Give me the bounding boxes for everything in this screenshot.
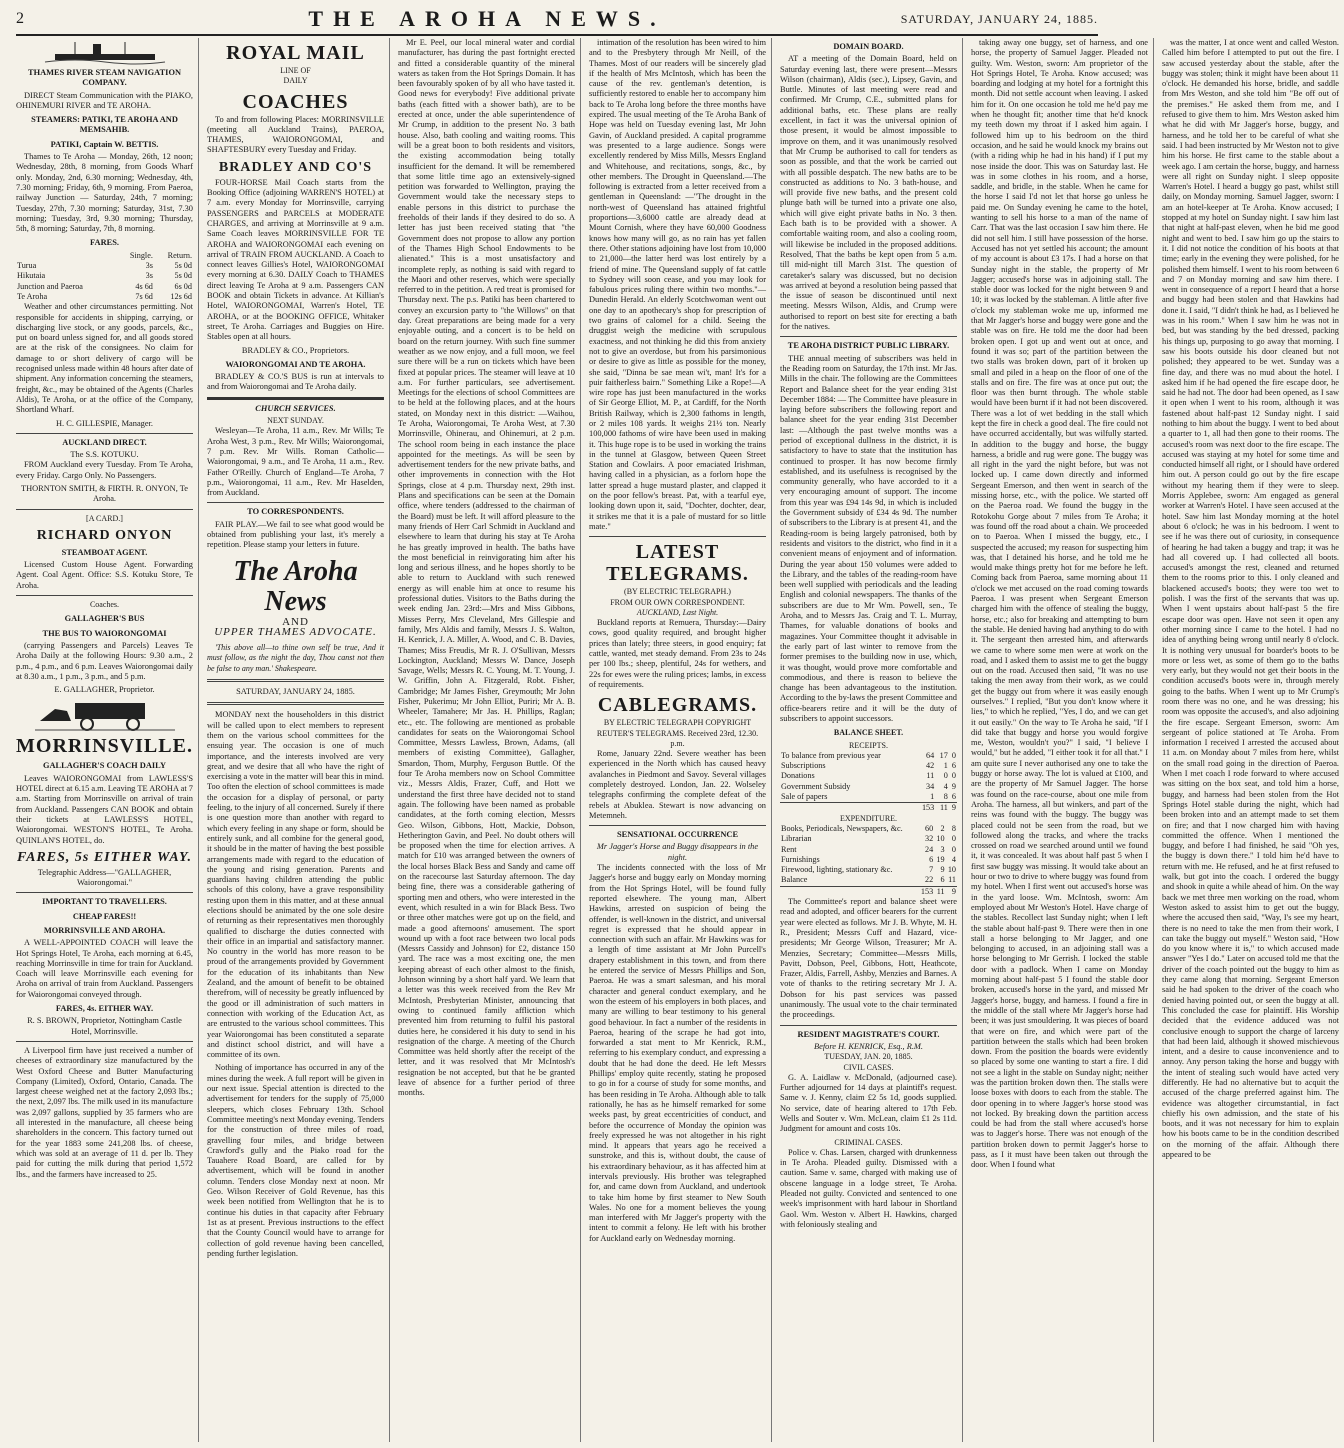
expenditure-label: EXPENDITURE. [839, 813, 898, 823]
sensational-subtitle: Mr Jagger's Horse and Buggy disappears in the night. [596, 842, 759, 862]
total-row: 153 11 9 [780, 886, 957, 897]
column-6 [971, 38, 1154, 1442]
table-row: Subscriptions 42 1 6 [781, 761, 956, 771]
column-7 [1162, 38, 1344, 1442]
travellers-title: IMPORTANT TO TRAVELLERS. [42, 897, 167, 907]
brown-signature: R. S. BROWN, Proprietor, Nottingham Castle Hotel, Morrinsville. [27, 1016, 182, 1036]
civil-body: G. A. Laidlaw v. McDonald, (adjourned case). Further adjourned for 14 days at plaintiff's request. Same v. J. Kenny, claim £2 5s 1d, goods supplied. No service, date of hearing altered to 17th Feb. Wells and Souter v. Wm. McLean, claim £1 2s 11d. Judgment for amount and costs 10s. [780, 1072, 957, 1134]
auckland-body: FROM Auckland every Tuesday. From Te Aroha, every Friday. Cargo Only. No Passengers. [16, 460, 193, 480]
coach-title: GALLAGHER'S COACH DAILY [42, 761, 166, 771]
coach-body: Leaves WAIORONGOMAI from LAWLESS'S HOTEL direct at 6.15 a.m. Leaving TE AROHA at 7 a.m. Starting from Morrinsville on arrival of train from Auckland. Passengers CAN BOOK and obtain their tickets at LAWLESS'S HOTEL, Waiorongomai. WESTON'S HOTEL, Te Aroha. QUINLAN'S HOTEL, do. [16, 773, 193, 845]
correspondents-title: TO CORRESPONDENTS. [247, 507, 344, 517]
table-row: Firewood, lighting, stationary &c. 7 9 10 [781, 865, 956, 875]
gallagher-body: (carrying Passengers and Parcels) Leaves Te Aroha Daily at the following Hours: 9.30 a.m., 2 p.m., 4 p.m., and 6 p.m. Leaves Waiorongomai daily at 8.30 a.m., 1 p.m., 3 p.m., and 5 p.m. [16, 640, 193, 681]
table-row: Furnishings 6 19 4 [781, 854, 956, 864]
coaches-title: COACHES [242, 90, 349, 113]
civil-cases: CIVIL CASES. [843, 1062, 894, 1072]
motto: 'This above all—to thine own self be true, And it must follow, as the night the day, Thou canst not then be false to any man.' Shakespeare. [207, 643, 384, 673]
local-news: Nothing of importance has occurred in any of the mines during the week. A full report will be given in our next issue. Special attention is directed to the advertisement for tenders for the supply of 75,000 sleepers, which closes February 13th. School Committee meeting's next Monday evening. Tenders for the construction of three miles of road, gravelling four miles, and bridge between Crawford's gully and the Piako road for the Tauahere Road Board, are called for by advertisement, which will be found in another column. Tenders close Monday next at noon. Mr Geo. Wilson Receiver of Gold Revenue, has this week been notified from Wellington that he is to continue his duties in that capacity after February 1st as at present. Previous instructions to the effect that the County Council would have to arrange for collection of gold revenue having been cancelled, pending further legislation. [207, 1063, 384, 1258]
fare-row: Hikutaia 3s 5s 0d [17, 271, 192, 281]
rm-before: Before H. KENRICK, Esq., R.M. [813, 1041, 924, 1051]
onyon-body: Licensed Custom House Agent. Forwarding Agent. Coal Agent. Office: S.S. Kotuku Store, Te Aroha. [16, 560, 193, 590]
rm-court-title: RESIDENT MAGISTRATE'S COURT. [797, 1029, 940, 1039]
notice-title: THAMES RIVER STEAM NAVIGATION COMPANY. [27, 68, 182, 88]
auckland-ship: The S.S. KOTUKU. [70, 450, 139, 460]
court-report-final: was the matter, I at once went and called Weston. Called him before I attempted to put out the fire. I saw accused yesterday about the stable, after the buggy was stolen; think it might have been about 11 o'clock. He demanded his horse, bridle, and saddle from Mrs Weston, and she told him "Be off out of the premises." He asked them from me, and I refused to give them to him. Mrs Weston asked him what he did with Mr Jagger's horse, buggy, and harness, and he told her to be careful of what she said. I had been instructed by Mr Weston not to give him his horse. He first came to the stable about a week ago. I am certain the horse, buggy, and harness were all right on Sunday night. I sleep opposite Warren's Hotel. I heard a buggy go past, whilst still daily, on Monday morning. Samuel Jagger, sworn: I am an hotel-keeper at Te Aroha. Know accused; I stopped at my hotel on Sunday night. I saw him last that night at half-past eleven, when he bid me good night and went to bed. I saw him go up the stairs to it. I did not notice the condition of his boots at that time; early in the evening they were polished, for he polished them himself. I went to his room between 6 and 7 on Monday morning and saw him there. I went in consequence of a report I heard that a horse and buggy had been stolen and that Hawkins had done it. I said, "I didn't think he had, as I believed he was in his room." When I saw him he was not in bed, but was standing by the bed dressed, packing his things up, purposing to go away that morning. I saw his boots outside his door cleaned but not polished; they appeared to be wet. Sunday was a fine day, and there was no mud about the hotel. I asked him if he had opened the fire escape door, he said he had not. The door had been opened, as I saw it open when I went to his room, although it was fastened about half-past 12 Sunday night. I said nothing to him about the buggy. I went to bed about a quarter to 1, all had then gone to their rooms. The accused's room was next door to the fire escape. The accused was staying at my hotel for some time and conducted himself all right, or I should have ordered him out. A person could go out by the fire escape without my hearing them if they were to sleep. Morris Applebee, sworn: Am engaged as general worker at Warren's Hotel. I have seen accused at the hotel. Saw him last Monday morning at the hotel about 6 o'clock; he was in his bedroom. I went to see if he was there out of curiosity, in consequence of hearing he had taken a buggy and trap; it was he had all covered up. I had collected all boots. accused's amongst the rest, cleaned and returned them to the rooms prior to this. I only cleaned and blackened accused's boots; they were too wet to polish. I was the first of the servants that was up. When I went upstairs about half-past 5 the fire escape door was open. Have not seen it open any other morning since I came to the hotel. I had no idea of anything being wrong until nearly 8 o'clock. It is nothing very unusual for boarder's boots to be more or less wet, as some of them go to the baths very early, but they would not get their boots in the condition accused's boots were in, through merely going to the baths. When I went up to Mr Crump's room there was no one, and he was dressing; his room was opposite the accused's, and also adjoining the fire escape. Sergeant Emerson, sworn: Am sergeant of police stationed at Te Aroha. From information I received I arrested the accused about 11 a.m. on Monday about 7 miles from here, whilst on the small road going in the direction of Paeroa. When I met coach I rode forward to where accused was sitting on the box seat, and told him a horse, buggy, and harness had been stolen from the Hot Springs Hotel stable during the night, which had been broken into and an attempt made to set them on fire; and that I now charged him with having committed the offence. When I mentioned the buggy, and before I had finished, he said "Oh yes, the buggy is down there." I told him he'd have to return with me. He refused, and he at first refused to walk, but got into the coach. I ordered the buggy and shook in quite a while ahead of him. On the way back we met three men working on the road, whom Weston asked to assist him to get out the buggy, where the accused then said, "Way, I's see my heart, there is no need to take the men from their work, I can take the buggy out myself." Weston said, "How do you know where it is," to which accused made answer "Yes I do." Later on accused told me that the driver of the coach pointed out the buggy to him as they came along that morning. Sergeant Emerson said he had spoken to the driver of the coach who denied having pointed out, or seen the buggy at all. This concluded the case for plaintiff. His Worship decided that the evidence adduced was not conclusive enough to support the charge of larceny that had been laid, although it showed mischievous intent, and a desire to cause inconvenience and to annoy. Any person taking the horse and buggy with the intent of stealing such would have acted very differently. He had no alternative but to acquit the accused of the charge preferred against him. The evidence was altogether circumstantial, in fact chiefly his own admission, and the state of his boots, and it was not necessary for him to explain how his boots came to be in the condition described on the morning of the affair. Although there appeared to be [1162, 38, 1339, 1160]
issue-date: SATURDAY, JANUARY 24, 1885. [900, 11, 1098, 26]
coach-icon [35, 697, 175, 731]
steamers: STEAMERS: PATIKI, TE AROHA AND MEMSAHIB. [31, 115, 178, 135]
expenditure-table [780, 824, 957, 897]
page-header [16, 4, 1098, 36]
morrinsville-title: MORRINSVILLE. [16, 735, 193, 758]
notice-body: DIRECT Steam Communication with the PIAKO, OHINEMURI RIVER and TE AROHA. [16, 90, 193, 110]
gallagher-subtitle: THE BUS TO WAIORONGOMAI [42, 628, 167, 638]
domain-board-body: AT a meeting of the Domain Board, held on Saturday evening last, there were present—Messrs Wilson (chairman), Aldis (sec.), Lipsey, Gavin, and Buttle. Minutes of last meeting were read and confirmed. Mr Crump, C.E., submitted plans for additional baths, etc. These plans are really excellent, in fact it was the universal opinion of those present, it would be almost impossible to improve on them, and it was unanimously resolved that Mr Crump be authorised to call for tenders as soon as possible, and that the work be carried out with all possible despatch. The new baths are to be constructed as additions to No. 3 bath-house, and will provide five new baths, and the present cold plunge bath will be turned into a private one also, which will give eight private baths in No. 3 then. Each bath is to be provided with a shower. A comfortable waiting room, and also a cooling room, will likewise be included in the proposed additions. Resolved, That the baths be kept open from 5 a.m. till mid-night till March 31st. The question of caretaker's salary was discussed, but no decision was arrived at beyond a resolution being passed that the issue of season be discontinued until next meeting. Messrs Wilson, Aldis, and Crump were authorised to report on best site for erecting a bath for the natives. [780, 54, 957, 332]
correspondents-body: FAIR PLAY.—We fail to see what good would be obtained from publishing your last, it's merely a repetition. Please stamp your letters in future. [207, 519, 384, 550]
sensational-body: The incidents connected with the loss of Mr Jagger's horse and buggy early on Monday morning from the Hot Springs Hotel, will be found fully reported elsewhere. The young man, Albert Hawkins, arrested on suspicion of being the offender, is well-known in the district, and universal regret is expressed that he should appear in connection with such an affair. Mr Hawkins was for a length of time assistant at Mr John Purcell's drapery establishment in this town, and from there he entered the service of Messrs Phillips and Son, Paeroa. He was a smart salesman, and his moral character and general conduct exemplary, and he won the esteem of his employers in both places, and many are willing to bear testimony to his general good behaviour. In fact a number of the residents in Paeroa, hearing of the scrape he had got into, forwarded a stat ment to Mr Kenrick, R.M., referring to his exemplary conduct, and expressing a doubt that he had done the deed. He left Messrs Phillips' employ quite recently, stating he proposed to go in for a course of study for some months, and has been residing in Te Aroha. Although able to talk rationally, he has as he himself remarked for some weeks past, by great eccentricities of conduct, and before the occurrence of Monday the opinion was freely expressed he was not altogether in his right mind. It appears that years ago he received a sunstroke, and this is, without doubt, the cause of his extraordinary behaviour, as it has affected him at intervals previously. His brother was telegraphed for, and came down from Auckland, and undertook to take him home by first steamer to New South Wales. No one for a moment believes the young man interfered with Mr Jagger's property with the intent to commit a felony. He left with his brother for Auckland early on Wednesday morning. [589, 863, 766, 1243]
rm-date: TUESDAY, JAN. 20, 1885. [824, 1052, 913, 1062]
page-number: 2 [16, 10, 24, 27]
telegraphic-address: Telegraphic Address—"GALLAGHER, Waiorongomai." [37, 867, 172, 888]
fare-row: Junction and Paeroa 4s 6d 6s 0d [17, 281, 192, 291]
bradley-title: BRADLEY AND CO'S [218, 159, 373, 175]
receipts-table [780, 751, 957, 814]
table-row: Books, Periodicals, Newspapers, &c. 60 2 8 [781, 823, 956, 833]
fares-either-way: FARES, 5s EITHER WAY. [17, 849, 192, 865]
fares-signature: H. C. GILLESPIE, Manager. [56, 418, 153, 428]
coach2-body: A WELL-APPOINTED COACH will leave the Hot Springs Hotel, Te Aroha, each morning at 6.45, reaching Morrinsville in time for train for Auckland. Coach will leave Morrinsville each evening for Aroha on arrival of train from Auckland. Passengers for Waiorongomai conveyed through. [16, 938, 193, 999]
local-items: Mr E. Peel, our local mineral water and cordial manufacturer, has during the past fortnight erected and fitted a considerable quantity of the mineral waters as taken from the Hot Springs Domain. It has been favourably spoken of by all who have tasted it. Good news for everybody! Five additional private baths (each fitted with a shower bath), are to be erected at once, under the able superintendence of Mr Crump, in addition to the present No. 3 bath house. Also, bath cooling and waiting rooms. This will be a great boon to both residents and visitors, the existing accommodation being totally insufficient for the demand. It will be remembered that some little time ago an extensively-signed petition was forwarded to Wellington, praying the Government would take the necessary steps to enable persons in this district to purchase the freeholds of their lands if they desired to do so. A letter has just been received stating that "the Government does not propose to allow any portion of the Thames High School Endowments to be alienated." This is a most unsatisfactory and incomplete reply, as nothing is said with regard to the Maori and other reserves, which were specially referred to in the petition. A red treat is promised for Thursday next. The p.s. Patiki has been chartered to convey an excursion party to "the Willows" on that day. Great preparations are being made for a very enjoyable outing, and a concert is to be held on board on the return journey. With such fine summer weather as we now enjoy, and a full moon, we feel sure there will be a run on tickets which have been fixed at popular prices. The steamer will leave at 10 a.m. For further particulars, see advertisement. Meetings for the elections of school Committees are to be held at the following places, and at the hours stated, on Monday next in this district: —Waihou, Te Aroha, Waiorongomai, Te Aroha West, at 7.30 Morrinsville, Ohinerau, and Ohinemuri, at 2 p.m. The school room being in each instance the place appointed for the meetings. As will be seen by advertisement tenders for the new private baths, and other improvements in connection with the Hot Springs, close at 4 p.m. Thursday next, 29th inst. Plans and specifications can be seen at the Domain office, where tenders (addressed to the chairman of the Board) must be left. It will afford pleasure to the many friends of Herr Carl Schmidt in Auckland and elsewhere to learn that during his stay at Te Aroha he has greatly improved in health. The baths have the most beneficial in reinvigorating him after his long and serious illness, and he hopes shortly to be able to return to Auckland with such renewed energy as will enable him at once to resume his professional duties. Visitors to the Baths during the week ending Jan. 23rd:—Mrs and Miss Gibbons, Misses Perry, Mrs Cleveland, Mrs Gillespie and family, Mrs Aldis and family, Messrs J. S. Walton, H. Kenrick, J. A. Miller, A. Wood, and C. B. Davies, Thames; Miss Freudis, Mr R. J. O'Sullivan, Messrs Lockington, Auckland; Messrs W. Dance, Joseph Savage, Wells; Messrs R. C. Young, M. T. Young, J. W. Griffin, John A. Fitzgerald, Robt. Fisher, Cambridge; Mr James Fisher, Greymouth; Mr John Fisher, Pukerimu; Mr John Elliot, Puriri; Mr A. B. Wheeler, Tamahere; Mr Jas. H. Phillips, Raglan; etc., etc. The following are mentioned as probable candidates for seats on the Waiorongomai School Committee, Messrs Lawless, Brown, Adams, (all members of existing Committee), Gallagher, Smardon, Thom, Murphy, Ferguson Buttle. Of the four Te Aroha members now on School Committee viz., Messrs Aldis, Frazer, Cuff, and Hott we understand the first three have decided not to stand again. The following have been named as probable candidates, at the forth coming election, Messrs Geo. Wilson, Gibbons, Hott, Mackie, Dobson, Hetherington Gavin, and Peel. No doubt others will be proposed when the time for election arrives. A match for £10 was arranged between the owners of the local horses Black Bess and Sandy and came off on the racecourse last Saturday afternoon. The day being fine, there was a considerable gathering of sporting men and others, who were interested in the event, which resulted in a win for Black Bess. Two or three other matches were got up on the field, and made a good afternoons' amusement. The sport wound up with a foot race between two local pods (Messrs Cassidy and Johnson) for £2, distance 150 yard. The race was a most exciting one, the men keeping abreast of each other almost to the finish, Johnson winning by a short half yard. We learn that a letter was this week received from the Rev Mr McIntosh, Presbyterian Minister, announcing that owing to continued family affliction which prevented him from returning to fulfil his pastoral duties here, he considered it his duty to send in his resignation of the charge. A meeting of the Church Committee was held shortly after the receipt of the letter, and it was resolved that Mr McIntosh's resignation be not accepted, but that he be granted leave of absence for a further period of three months. [398, 38, 575, 1098]
cablegrams-reuter: REUTER'S TELEGRAMS. Received 23rd, 12.30. p.m. [596, 728, 759, 748]
court-report-continued: taking away one buggy, set of harness, and one horse, the property of Samuel Jagger. Pleaded not guilty. Wm. Weston, sworn: Am proprietor of the Hot Springs Hotel, Te Aroha. Know accused; was boarding and lodging at my hotel for a fortnight this month. Did not settle account when leaving. I asked him for it. On one occasion he told me he'd pay me when he thought fit; another time that he'd knock my teeth down my throat if I asked him again. I followed him up to his bedroom on the third occasion, and he said he would knock my brains out (with a riding whip he had in his hand) if I put my nose inside the door. This was on Saturday last. He was in some clothes in his room, and a horse, saddle, and bridle, in the stable. When he came for the horse I said I'd not let that horse go unless he paid me. On Sunday evening he came to the hotel, wanting to sell his horse to a man of the name of Carr. That was the last occasion I saw him there. He did not sell him. I still have possession of the horse. Accused has not yet settled his account; the amount of my account is about £3 17s. I had a horse on that Sunday night in the stable, the property of Mr Jagger; accused's horse was in adjoining stall. The stable door was locked for the night between 9 and 10; it was locked by the stableman. A little after five o'clock my stableman woke me up, informed me that Mr Jagger's horse and buggy were gone and the stable was on fire. He told me the door had been broken open. I got up and went out at once, and found it was so; part of the partition between the two stalls was broken down, part of it broken up small and piled in a heap on the floor of one of the stalls and on fire. The fire was at once put out; the floor was then burnt through. The whole stable would have been burnt if it had not been discovered. There was a lot of wet bedding in the stall which kept the fire in check a good deal. The fire could not have occurred accidentally, but was wilfully started. In addition to the buggy and horse, the buggy harness, a bridle and rug were gone. The buggy was all right in the yard the night before, but was not locked up. I came down directly and informed Sergeant Emerson, and then went in search of the missing horse, etc., with the police. We started off on the Paeroa road. We found the buggy in the Rotokohu Gorge about 7 miles from Te Aroha; it was found off the road about a chain. We proceeded on to Paeroa. When I missed the buggy, etc., I suspected the accused; my reason for suspecting him was, that I detained his horse, and he told me he would make things pretty hot for me before he left. Coming back from Paeroa, same morning about 11 o'clock we met accused on the road coming towards Paeroa. I was present when Sergeant Emerson charged him with the offence of stealing the buggy, horse, etc.; also for breaking and attempting to burn the stable. He denied having had anything to do with it. The sergeant then arrested him, and afterwards we came to where some men were at work on the road, and I asked them to assist me to get the buggy out on the road. Accused then said, "It was no use taking the men away from their work, as we could get the buggy out from where it was easily enough ourselves." I replied, "But you don't know where it lies," to which he replied, "Yes, I do, and we can get it out easily." On the way to Te Aroha he said, "If I did take that buggy and horse you would forgive me, Weston, wouldn't you?" I said, "I believe I would," but he added, "I either took it for all that." I am quite sure I never authorised any one to take the buggy or horse away. The lot is valued at £100, and are the property of Mr Samuel Jagger. The horse was found on the race-course, about one mile from Aroha. The harness, all but winkers, and part of the reins was found with the buggy. The buggy was placed could not be seen from the road, but we followed along the tracks, and where the tracks crossed on road we searched around until we found it, it was concealed. It was about half past 5 when I first saw buggy was missing. It would take about an hour or two to drive to where buggy was found from my hotel. When I first went out accused's horse was in the yard loose. Wm. McIntosh, sworn: Am employed about Mr Weston's Hotel. Have charge of the stables. Recollect last Sunday night; when I left the stable about half-past 9. There were then in one stall a horse belonging to Mr Jagger, and one belonging to accused, in an adjoining stall was a horse belonging to Mr Gerrish. I locked the stable door with a padlock. When I came on Monday morning about half-past 5 I found the stable door broken, accused's horse in the yard, and missed Mr Jagger's horse, buggy, and harness. I found a fire in the middle of the stall where Mr Jagger's horse had been; it was just smouldering. It was pieces of board that were on fire, and which were part of the partition between the stalls which had been broken down. From the position the boards were evidently so placed by some one wanting to start a fire. I did not see a light in the stable on Sunday night; neither was the partition broken down then. The stalls were loose boxes with doors to each from the stable. The door opening in to where Jagger's horse stood was not locked. By breaking down the partition access could be had from the stall where accused's horse was to Jagger's horse. There was not enough of the partition broken down to permit Jagger's horse to pass, as I it must have been taken out through the door. When I found what [971, 38, 1148, 1170]
criminal-cases: CRIMINAL CASES. [834, 1137, 903, 1147]
next-sunday: NEXT SUNDAY. [267, 416, 324, 426]
royal-mail-body: To and from following Places: MORRINSVILLE (meeting all Auckland Trains), PAEROA, THAMES, WAIORONGOMAI, and SHAFTESBURY every Tuesday and Friday. [207, 114, 384, 155]
cheap-fares: CHEAP FARES!! [72, 911, 137, 921]
latest-telegrams-title: LATEST TELEGRAMS. [606, 541, 749, 586]
waiorongomai-body: BRADLEY & CO.'S BUS is run at intervals to and from Waiorongomai and Te Aroha daily. [207, 372, 384, 392]
newspaper-title: THE AROHA NEWS. [308, 6, 666, 31]
table-row: Sale of papers 1 8 6 [781, 792, 956, 802]
steamer-icon [45, 40, 165, 64]
card-label: [A CARD.] [86, 513, 123, 523]
balance-title: BALANCE SHEET. [833, 728, 904, 738]
table-row: To balance from previous year 64 17 0 [781, 750, 956, 760]
column-4 [589, 38, 772, 1442]
church-body: Wesleyan—Te Aroha, 11 a.m., Rev. Mr Wills; Te Aroha West, 3 p.m., Rev. Mr Wills; Waiorongomai, 7 p.m. Rev. Mr Wills. Roman Catholic—Waiorongomai, 9 a.m., and Te Aroha, 11 a.m., Rev. Father O'Reilly. Church of England—Te Aroha, 7 p.m., Waiorongomai, 11 a.m., Rev. Mr Haselden, from Auckland. [207, 426, 384, 498]
library-body: THE annual meeting of subscribers was held in the Reading room on Saturday, the 17th inst. Mr Jas. Mills in the chair. The following are the Committees Report and Balance sheet for the year ending 31st December 1884: — The Committee have pleasure in laying before subscribers the following report and balance sheet for the year ending 31st December last: —Although the past twelve months was a period of exceptional dullness in the district, it is satisfactory to have to state that the institution has continued to prosper. It has now become firmly established, and its usefulness is recognised by the community generally, who have accorded to it a very encouraging amount of support. The income from this year was £94 14s 9d, in which is included the Government subsidy of £34 4s 9d. The number of subscribers to the Library is at present 41, and the Reading-room is being largely patronised, both by residents and visitors to the district, who find in it a convenient means of enjoyment and of information. During the year about 150 volumes were added to the Library, and the tables of the reading-room have been well supplied with periodicals and the leading English and colonial newspapers. The thanks of the subscribers are due to Mr Wm. Powell, sen., Te Aroha, and to Messrs Jas. Craig and T. L. Murray, Thames, for valuable donations of books and magazines. Your Committee thought it advisable in the early part of last winter to remove from the former premises to the building now in use, which, it was thought, would prove more comfortable and commodious, and there is reason to believe the change has been advantageous to the institution. According to the by-laws the present Committee and office-bearers retire and it will be the duty of subscribers to appoint successors. [780, 353, 957, 723]
latest-dateline: AUCKLAND, Last Night. [636, 607, 719, 617]
date-line: SATURDAY, JANUARY 24, 1885. [236, 687, 355, 697]
table-row: Rent 24 3 0 [781, 844, 956, 854]
waiorongomai-title: WAIORONGOMAI AND TE AROHA. [225, 359, 366, 369]
cablegrams-subtitle: BY ELECTRIC TELEGRAPH COPYRIGHT [603, 718, 752, 728]
onyon-subtitle: STEAMBOAT AGENT. [61, 547, 148, 557]
church-title: CHURCH SERVICES. [255, 403, 336, 413]
patiki: PATIKI, Captain W. BETTIS. [50, 139, 159, 149]
domain-board-title: DOMAIN BOARD. [833, 42, 904, 51]
bradley-body: FOUR-HORSE Mail Coach starts from the Booking Office (adjoining WARREN'S HOTEL) at 7 a.m. every Monday for Morrinsville, carrying PASSENGERS and PARCELS at MODERATE CHARGES, and arriving at Morrinsville at 9 a.m. Same Coach leaves MORRINSVILLE FOR TE AROHA and WAIORONGOMAI each evening on arrival of TRAIN FROM AUCKLAND. A Coach to connect leaves Gillies's Hotel, WAIORONGOMAI every morning at 6.30. DAILY Coach to THAMES direct leaving Te Aroha at 9 a.m. Passengers CAN BOOK and obtain Tickets in advance. At Killian's Hotel, WAIORONGOMAI, Warren's Hotel, TE AROHA, or at the BOOKING OFFICE, Whitaker street, Te Aroha. Carriages and Buggies on Hire. Stables open at all hours. [207, 177, 384, 342]
column-5 [780, 38, 963, 1442]
table-row: Librarian 32 10 0 [781, 834, 956, 844]
sensational-title: SENSATIONAL OCCURRENCE [616, 830, 739, 840]
total-row: 153 11 9 [780, 803, 957, 814]
gallagher-title: GALLAGHER'S BUS [64, 614, 145, 624]
liverpool-cheese: A Liverpool firm have just received a number of cheeses of extraordinary size manufactured by the West Oxford Cheese and Butter Manufacturing Company (Limited), Oxford, Ontario, Canada. The largest cheese weighed net at the factory 2,093 lbs.; the next, 2,097 lbs. The milk used in its manufacture was 2,097 gallons, supplied by 35 farmers who are all interested in the manufacture, all cheese being shareholders in the concern. This factory turned out for the year 1883 some 241,208 lbs. of cheese, which was sold at an average of 11 d. per lb. They paid for cutting the milk during that period 1,572 lbs., and the farmers have increased to 25. [16, 1045, 193, 1179]
table-row: Balance 22 6 11 [781, 875, 956, 885]
masthead-and: AND [282, 615, 309, 628]
masthead-advocate: UPPER THAMES ADVOCATE. [214, 625, 377, 638]
cablegrams-body: Rome, January 22nd. Severe weather has been experienced in the North which has caused heavy avalanches in Piedmont and Savoy. Several villages completely destroyed. London, Jan. 22. Wolseley telegraphs confirming the complete defeat of the rebels at Abuklea. Stewart is now advancing on Metemneh. [589, 749, 766, 820]
morr-aroha: MORRINSVILLE AND AROHA. [43, 926, 166, 935]
criminal-body: Police v. Chas. Larsen, charged with drunkenness in Te Aroha. Pleaded guilty. Dismissed with a caution. Same v. same, charged with making use of obscene language in a lodge street, Te Aroha. Pleaded not guilty. Convicted and sentenced to one week's imprisonment with hard labour in Shortland Gaol. Wm. Weston v. Albert H. Hawkins, charged with feloniously stealing and [780, 1147, 957, 1229]
library-after: The Committee's report and balance sheet were read and adopted, and officer bearers for the current year were elected as follows. Mr J. B. Whyte, M. H. R., President; Messrs Cuff and Hazard, vice-presidents; Mr George Wilson, Treasurer; Mr A. Menzies, Secretary; Committee—Messrs Mills, Pavitt, Dobson, Peel, Gibbons, Hott, Heathcote, Frazer, Aldis, Farrell, Ashby, Menzies and Barnes. A vote of thanks to the retiring secretary Mr J. A. Dobson for his past services was passed unanimously. The usual vote to the chair terminated the proceedings. [780, 897, 957, 1020]
columns [16, 38, 1339, 1442]
bradley-signature: BRADLEY & CO., Proprietors. [241, 345, 350, 355]
gallagher-signature: E. GALLAGHER, Proprietor. [54, 685, 155, 695]
column-3 [398, 38, 581, 1442]
auckland-title: AUCKLAND DIRECT. [62, 437, 147, 447]
auckland-signature: THORNTON SMITH, & FIRTH. R. ONYON, Te Aroha. [20, 483, 189, 504]
cablegrams-title: CABLEGRAMS. [597, 694, 758, 717]
fares-4s: FARES, 4s. EITHER WAY. [55, 1004, 154, 1014]
fare-row: Te Aroha 7s 6d 12s 6d [17, 291, 192, 301]
royal-mail: ROYAL MAIL [226, 42, 365, 64]
table-row: Donations 11 0 0 [781, 771, 956, 781]
fare-row: Turua 3s 5s 0d [17, 261, 192, 271]
library-title: TE AROHA DISTRICT PUBLIC LIBRARY. [787, 341, 950, 351]
masthead-title: The Aroha News [233, 555, 358, 617]
latest-from: FROM OUR OWN CORRESPONDENT. [610, 597, 745, 607]
fares-body: Weather and other circumstances permitting. Not responsible for accidents in shipping, carrying, or discharging live stock, or any goods, parcels, &c., put on board unless signed for, and all goods stored are at the risk of the consignees. No claim for damage to or short delivery of cargo will be recognised unless made within 48 hours after date of shipment. Any information concerning the steamers, freight, &c., may be obtained of the Agents (Charles Aldis), Te Aroha, or at the office of the Company, Shortland Wharf. [16, 302, 193, 415]
onyon-title: RICHARD ONYON [36, 527, 173, 543]
times-text: Thames to Te Aroha — Monday, 26th, 12 noon; Wednesday, 28th, 8 morning, from Goods Wharf only. Monday, 2nd, 6.30 morning; Wednesday, 4th, 7.30 morning; Friday, 6th, 9 morning. From Paeroa, railway Junction — Saturday, 24th, 7 morning; Tuesday, 27th, 7.30 morning; Saturday, 31st, 7.30 morning; Tuesday, 3rd, 9.30 morning; Thursday, 5th, 8 morning; Saturday, 7th, 8 morning. [16, 152, 193, 234]
lead-article: MONDAY next the householders in this district will be called upon to elect members to represent them on the various school committees for the ensuing year. The occasion is one of much importance, and the interests involved are very great, and we desire that all who have the right of exercising a vote in the matter will bear this in mind. Too often the election of school committees is made the occasion for a display of personal, or party feeling, to the injury of all concerned. Surely if there is one question more than another with regard to which every feeling in any shape or form, should be entirely sunk, and all combine for the general good, it should be in the matter of having the best possible arrangements made with regard to the education of the young and rising generation. Parents and guardians having children attending the public schools of this colony, have a grave responsibility resting upon them in this matter, and at these annual elections should be animated by the one sole desire of returning as their representatives men thoroughly qualified to discharge the duties connected with their office in an impartial and satisfactory manner. No country in the world has more reason to be proud of the arrangements provided by Government for the education of its inhabitants than New Zealand, and the amount of benefit to be obtained therefrom, will of necessity be greatly influenced by the good or ill administration of such matters in connection with working of the Education Act, as are entrusted to the various school committees. This year Waiorongomai has been constituted a separate and distinct school district, and will have a committee of its own. [207, 710, 384, 1060]
column-1 [16, 38, 199, 1442]
latest-subtitle: (BY ELECTRIC TELEGRAPH.) [624, 587, 731, 597]
latest-body: Buckland reports at Remuera, Thursday:—Dairy cows, good quality required, and brought higher prices than lately; three steers, in good enquiry; fat cattle, wanted, met steady demand. From 23s to 24s per 100 lbs.; sheep, plentiful, 24s for wethers, and 22s for ewes were the ruling prices; lambs, in excess of requirements. [589, 618, 766, 689]
line-of: LINE OF [280, 66, 311, 75]
fares-table: Single. Return. Turua 3s 5s 0d Hikutaia 3s 5s 0d Junction and Paeroa 4s 6d 6s 0d Te Aroha 7s 6d 12s 6d [17, 250, 192, 301]
column-2 [207, 38, 390, 1442]
coaches-label: Coaches. [89, 600, 120, 610]
misc-items: intimation of the resolution has been wired to him and to the Presbytery through Mr Neill, of the Thames. Most of our readers will be sincerely glad if the health of Mrs McIntosh, which has been the cause of the rev. gentleman's detention, is sufficiently restored to enable her to accompany him back to Te Aroha long before the three months have expired. The usual meeting of the Te Aroha Bank of Hope was held on Tuesday evening last, Mr John Gavin, of Auckland presided. A capital programme was presented to a large audience. Songs were excellently rendered by Miss Mills, Messrs England and Whitehouse, and recitations, songs, &c., by other members. The Drought in Queensland.—The following is extracted from a letter received from a gentleman in Queensland: —"The drought in the north-west of Queensland has attained frightful proportions—3,6000 cattle are already dead at Mount Cornish, where they have 60,000 Goodness knows how many will go, as no rain has yet fallen there. Other stations adjoining have lost from 10,000 to 21,000—the latter herd was lost entirely by a friend of mine. The Queensland supply of fat cattle to Sydney will soon cease, and you may look for fabulous prices ruling there within two months."—Dunedin Herald. An elderly Scotchwoman went out one day to an apothecary's shop for prescription of two grains of calomel for a child. Seeing the druggist weigh the medicine with scrupulous exactness, and not thinking he did this from anxiety not to give an overdose, but from his parsimonious or desire to give as little as possible for the money, she said, "Dinna be sae mean wi't, man! It's for a puir faitherless bairn." Something Like a Rope!—A wire rope has just been manufactured in the works of Sir George Elliot, M. P., at Cardiff, for the North British Railway, which is 2,300 fathoms in length, or 2 miles 108 yards. It weighs 21½ ton. Nearly 100,000 fathoms of wire have been used in making it. This huge rope is to be used in working the trains in the tunnel at Glasgow, between Queen Street Station and Cowlairs. A poor emaciated Irishman, having called in a physician, as a forlorn hope the latter spread a huge mustard plaster, and clapped it on the poor fellow's breast. Pat, with a tearful eye, looking down upon it, said, "Dochter, dochter, dear, it strikes me that it is a pale of mustard for so little mate." [589, 38, 767, 531]
table-row: Government Subsidy 34 4 9 [781, 781, 956, 791]
masthead [207, 557, 384, 638]
receipts-label: RECEIPTS. [849, 740, 888, 750]
daily: DAILY [283, 76, 308, 86]
fares-title: FARES. [90, 238, 119, 248]
